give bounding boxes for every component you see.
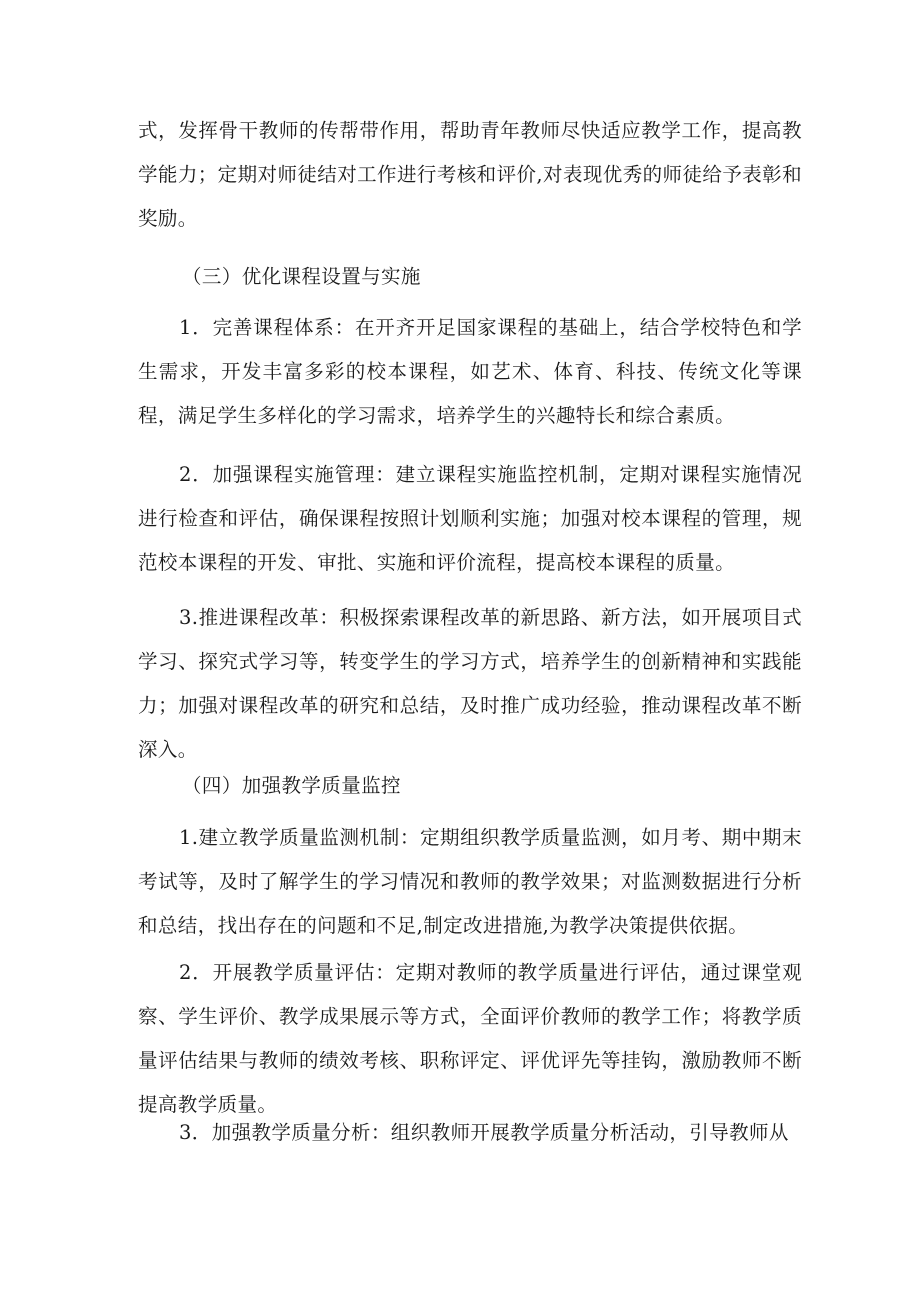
paragraph-curriculum-system: 1．完善课程体系：在开齐开足国家课程的基础上，结合学校特色和学生需求，开发丰富多彩的校本课程，如艺术、体育、科技、传统文化等课程，满足学生多样化的学习需求，培养学生的兴趣特长和综合素质。 [138,316,802,427]
section-heading-curriculum: （三）优化课程设置与实施 [182,265,421,288]
paragraph-quality-evaluation: 2．开展教学质量评估：定期对教师的教学质量进行评估，通过课堂观察、学生评价、教学成果展示等方式，全面评价教师的教学工作；将教学质量评估结果与教师的绩效考核、职称评定、评优评先等挂钩，激励教师不断提高教学质量。 [138,961,802,1116]
paragraph-quality-monitoring-mechanism: 1.建立教学质量监测机制：定期组织教学质量监测，如月考、期中期末考试等，及时了解学生的学习情况和教师的教学效果；对监测数据进行分析和总结，找出存在的问题和不足,制定改进措施,为教学决策提供依据。 [138,826,802,937]
paragraph-mentoring-continued: 式，发挥骨干教师的传帮带作用，帮助青年教师尽快适应教学工作，提高教学能力；定期对师徒结对工作进行考核和评价,对表现优秀的师徒给予表彰和奖励。 [138,119,802,230]
paragraph-curriculum-management: 2．加强课程实施管理：建立课程实施监控机制，定期对课程实施情况进行检查和评估，确保课程按照计划顺利实施；加强对校本课程的管理，规范校本课程的开发、审批、实施和评价流程，提高校本课程的质量。 [138,463,802,574]
section-heading-quality-monitoring: （四）加强教学质量监控 [182,774,401,797]
paragraph-curriculum-reform: 3.推进课程改革：积极探索课程改革的新思路、新方法，如开展项目式学习、探究式学习等，转变学生的学习方式，培养学生的创新精神和实践能力；加强对课程改革的研究和总结，及时推广成功经验，推动课程改革不断深入。 [138,606,802,761]
paragraph-quality-analysis: 3．加强教学质量分析：组织教师开展教学质量分析活动，引导教师从 [179,1121,789,1144]
